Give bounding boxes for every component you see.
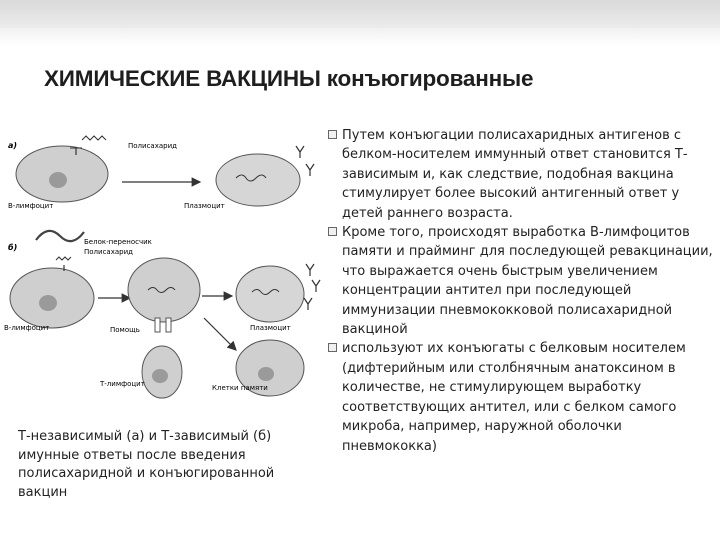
arrow-b3: [204, 318, 236, 350]
slide-title: [44, 66, 533, 92]
t-lymphocyte-label: Т-лимфоцит: [100, 380, 145, 388]
checkbox-bullet-icon: [328, 227, 337, 236]
checkbox-bullet-icon: [328, 130, 337, 139]
b-lymphocyte-a-label: В-лимфоцит: [8, 202, 54, 210]
plasmocyte-b-label: Плазмоцит: [250, 324, 291, 332]
help-label: Помощь: [110, 326, 140, 334]
title-caps: ХИМИЧЕСКИЕ ВАКЦИНЫ: [44, 66, 321, 91]
top-band-fade: [0, 28, 720, 46]
plasmocyte-a-cell: [216, 154, 300, 206]
bullet-text: Кроме того, происходят выработка В-лимфоцитов памяти и прайминг для последующей ревакцинации, что выражается очень быстрым увеличением концентрации антител при последующей иммунизации пневмококковой полисахаридной вакциной: [342, 225, 713, 338]
polysaccharide-a-chain: [82, 136, 106, 140]
bullet-text: используют их конъюгаты с белковым носителем (дифтерийным или столбнячным анатоксином в количестве, не стимулирующем выработку соответствующих антител, или с белком самого микроба, например, наружной оболочки пневмококка): [342, 341, 686, 454]
b-lymphocyte-a-cell: [16, 146, 108, 202]
antibodies-b: [304, 264, 320, 310]
plasmocyte-b-cell: [236, 266, 304, 322]
t-lymphocyte-cell: [142, 346, 182, 398]
carrier-protein-shape: [36, 231, 84, 241]
plasmocyte-a-label: Плазмоцит: [184, 202, 225, 210]
b-lymphocyte-b-label: В-лимфоцит: [4, 324, 50, 332]
carrier-protein-label: Белок-переносчик: [84, 238, 152, 246]
bullet-item: [326, 126, 718, 223]
antibodies-a: [296, 146, 314, 176]
immune-response-diagram: [0, 128, 340, 408]
bullet-text: Путем конъюгации полисахаридных антигенов с белком-носителем иммунный ответ становится Т-зависимым и, как следствие, подобная вакцина стимулирует более высокий антигенный ответ у детей раннего возраста.: [342, 128, 688, 221]
title-rest: конъюгированные: [320, 66, 534, 91]
diagram-caption: Т-независимый (а) и Т-зависимый (б) имунные ответы после введения полисахаридной и конъюгированной вакцин: [18, 429, 275, 500]
b-lymphocyte-b-cell: [10, 257, 94, 328]
top-band: [0, 0, 720, 28]
memory-cells-label: Клетки памяти: [212, 384, 268, 392]
checkbox-bullet-icon: [328, 343, 337, 352]
activated-b-cell: [128, 258, 200, 332]
panel-b-label: б): [8, 243, 18, 252]
polysaccharide-b-label: Полисахарид: [84, 248, 133, 256]
panel-a-label: а): [8, 141, 18, 150]
bullet-item: [326, 223, 718, 339]
bullet-item: [326, 339, 718, 455]
bullet-list: [326, 126, 718, 456]
polysaccharide-a-label: Полисахарид: [128, 142, 177, 150]
